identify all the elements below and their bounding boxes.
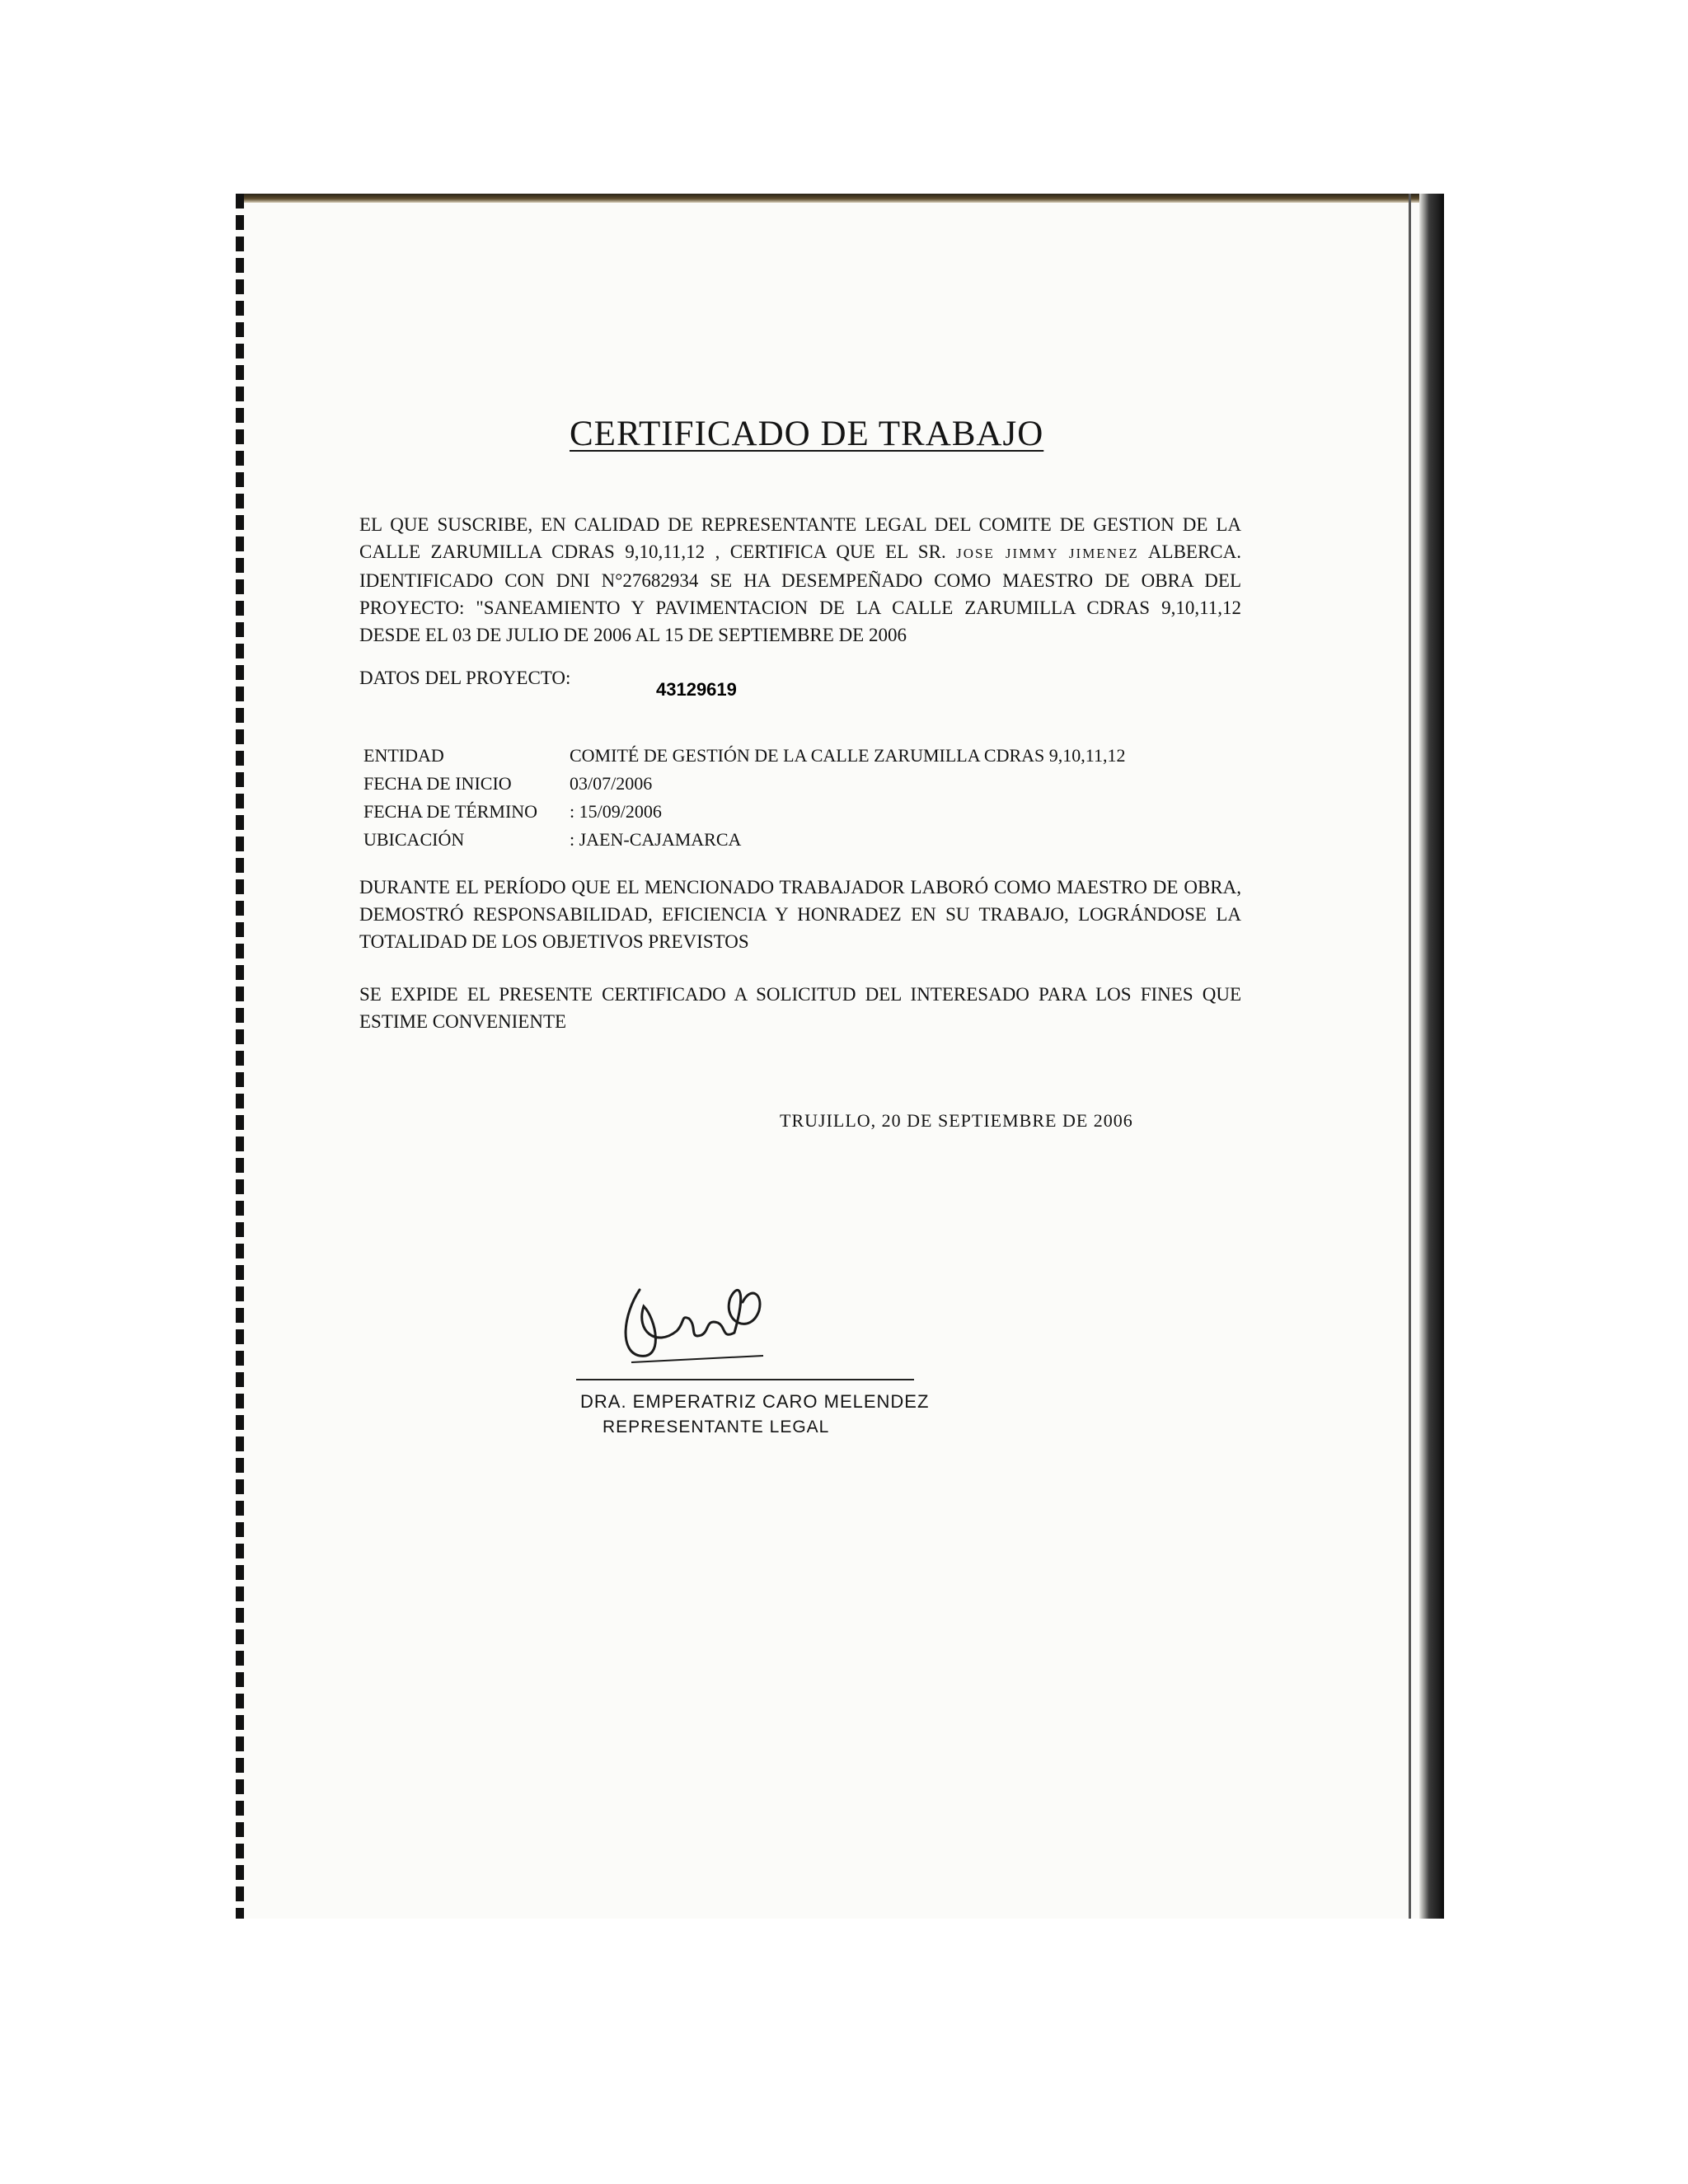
intro-paragraph	[359, 511, 1241, 649]
page-fold-line	[1409, 194, 1411, 1919]
certificate-title: CERTIFICADO DE TRABAJO	[570, 415, 1044, 453]
spiral-binding-edge	[236, 194, 244, 1919]
scan-top-edge	[236, 194, 1444, 203]
project-row-location	[363, 826, 1221, 854]
worker-name: JOSE JIMMY JIMENEZ	[956, 546, 1139, 561]
field-label: FECHA DE TÉRMINO	[363, 801, 538, 822]
field-value: 03/07/2006	[570, 773, 653, 794]
signatory-role: REPRESENTANTE LEGAL	[603, 1418, 830, 1436]
intro-text-end: ALBERCA. IDENTIFICADO CON DNI N°27682934 SE HA DESEMPEÑADO COMO MAESTRO DE OBRA DEL PROYECTO: "SANEAMIENTO Y PAVIMENTACION DE LA CALLE ZARUMILLA CDRAS 9,10,11,12 DESDE EL 03 DE JULIO DE 2006 AL 15 DE SEPTIEMBRE DE 2006	[359, 541, 1242, 645]
scanned-certificate	[236, 194, 1444, 1919]
field-value: COMITÉ DE GESTIÓN DE LA CALLE ZARUMILLA CDRAS 9,10,11,12	[570, 745, 1126, 766]
project-row-end-date	[363, 798, 1221, 826]
scan-right-edge	[1419, 194, 1444, 1919]
field-label: UBICACIÓN	[363, 829, 465, 850]
intro-text-start: EL QUE SUSCRIBE, EN CALIDAD DE REPRESENTANTE LEGAL DEL COMITE DE GESTION DE LA CALLE ZARUMILLA CDRAS 9,10,11,12 , CERTIFICA QUE EL SR.	[359, 514, 1241, 562]
project-row-start-date	[363, 770, 1221, 798]
field-label: FECHA DE INICIO	[363, 773, 512, 794]
project-details	[363, 742, 1221, 854]
field-label: ENTIDAD	[363, 745, 444, 766]
project-data-label: DATOS DEL PROYECTO:	[359, 668, 571, 688]
project-row-entity	[363, 742, 1221, 770]
signatory-name: DRA. EMPERATRIZ CARO MELENDEZ	[580, 1391, 930, 1412]
evaluation-paragraph: DURANTE EL PERÍODO QUE EL MENCIONADO TRABAJADOR LABORÓ COMO MAESTRO DE OBRA, DEMOSTRÓ RESPONSABILIDAD, EFICIENCIA Y HONRADEZ EN SU TRABAJO, LOGRÁNDOSE LA TOTALIDAD DE LOS OBJETIVOS PREVISTOS	[359, 877, 1241, 952]
purpose-paragraph: SE EXPIDE EL PRESENTE CERTIFICADO A SOLICITUD DEL INTERESADO PARA LOS FINES QUE ESTIME CONVENIENTE	[359, 984, 1241, 1032]
signature-line	[576, 1379, 914, 1380]
handwritten-signature	[607, 1273, 788, 1372]
field-value: : 15/09/2006	[570, 801, 662, 822]
place-and-date: TRUJILLO, 20 DE SEPTIEMBRE DE 2006	[780, 1110, 1133, 1131]
dni-overlay: 43129619	[656, 679, 737, 700]
field-value: : JAEN-CAJAMARCA	[570, 829, 742, 850]
